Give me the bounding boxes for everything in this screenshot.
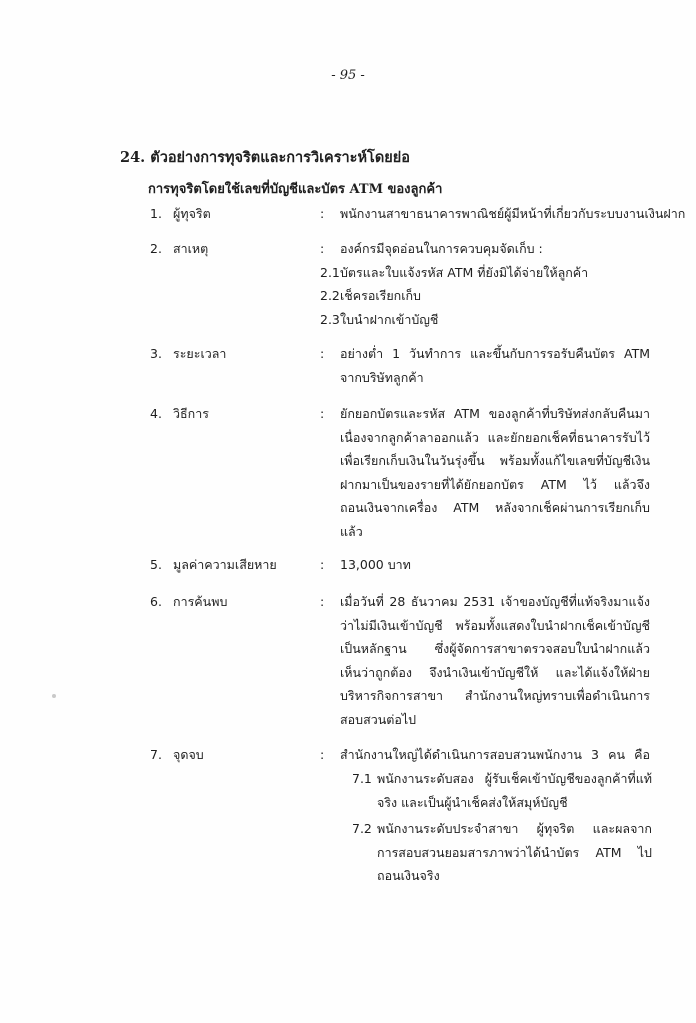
item-value [340,743,650,767]
item-number: 4. [150,406,162,421]
item-number: 3. [150,346,162,361]
subitem-line: พนักงานระดับประจำสาขา ผู้ทุจริต และผลจาก [377,821,652,836]
item-value [340,402,650,543]
scan-speck [52,694,56,698]
item-colon: : [320,557,325,572]
subitem [320,261,660,285]
section-subheading: การทุจริตโดยใช้เลขที่บัญชีและบัตร ATM ของลูกค้า [148,182,443,197]
subitem-number: 2.1 [320,264,340,280]
item-line: บริหารกิจการสาขา สำนักงานใหญ่ทราบเพื่อดำเนินการ [340,688,650,703]
item-number: 6. [150,594,162,609]
item-colon: : [320,346,325,361]
subitem [320,308,660,332]
subitem-text: บัตรและใบแจ้งรหัส ATM ที่ยังมิได้จ่ายให้ลูกค้า [340,264,589,280]
item-line: ว่าไม่มีเงินเข้าบัญชี พร้อมทั้งแสดงใบนำฝากเช็คเข้าบัญชี [340,617,650,633]
item-number: 5. [150,557,162,572]
item-label: วิธีการ [173,406,209,421]
item-value [340,202,686,226]
item-value [340,553,650,577]
item-number: 2. [150,241,162,256]
item-line: องค์กรมีจุดอ่อนในการควบคุมจัดเก็บ : [340,241,543,256]
item-line: ฝากมาเป็นของรายที่ได้ยักยอกบัตร ATM ไว้ แล้วจึง [340,476,650,492]
item-line: สอบสวนต่อไป [340,711,417,727]
item-line: ยักยอกบัตรและรหัส ATM ของลูกค้าที่บริษัทส่งกลับคืนมา [340,406,650,421]
item-number: 7. [150,747,162,762]
subitem-line: การสอบสวนยอมสารภาพว่าได้นำบัตร ATM ไป [377,844,652,860]
item-line: อย่างต่ำ 1 วันทำการ และขึ้นกับการรอรับคืนบัตร ATM [340,346,650,361]
item-line: เพื่อเรียกเก็บเงินในวันรุ่งขึ้น พร้อมทั้งแก้ไขเลขที่บัญชีเงิน [340,453,650,468]
item-line: เป็นหลักฐาน ซึ่งผู้จัดการสาขาตรวจสอบใบนำฝากแล้ว [340,641,650,656]
item-line: เมื่อวันที่ 28 ธันวาคม 2531 เจ้าของบัญชีที่แท้จริงมาแจ้ง [340,594,650,609]
item-colon: : [320,747,325,762]
subitem-body [377,817,652,888]
item-line: ถอนเงินจากเครื่อง ATM หลังจากเช็คผ่านการเรียกเก็บ [340,500,650,515]
item-colon: : [320,406,325,421]
subitem-number: 2.2 [320,288,340,303]
subitem-body [377,767,652,814]
item-label: ระยะเวลา [173,346,227,361]
page-number: - 95 - [331,68,365,83]
subitem-number: 2.3 [320,311,340,327]
item-label: สาเหตุ [173,241,209,256]
subitem-line: พนักงานระดับสอง ผู้รับเช็คเข้าบัญชีของลูกค้าที่แท้ [377,771,652,786]
subitem [320,284,660,308]
item-number: 1. [150,206,162,221]
item-label: จุดจบ [173,747,204,762]
item-line: จากบริษัทลูกค้า [340,369,424,385]
item-colon: : [320,241,325,256]
subitem-number: 7.1 [352,771,372,786]
subitem-line: จริง และเป็นผู้นำเช็คส่งให้สมุห์บัญชี [377,794,568,810]
subitem-text: เช็ครอเรียกเก็บ [340,288,421,303]
subitem-line: ถอนเงินจริง [377,868,440,883]
subitem-text: ใบนำฝากเข้าบัญชี [340,311,439,327]
item-value [340,590,650,731]
item-value [340,342,650,389]
section-heading: 24. ตัวอย่างการทุจริตและการวิเคราะห์โดยย่อ [120,149,410,166]
item-label: การค้นพบ [173,594,228,609]
item-value [340,237,650,261]
item-label: มูลค่าความเสียหาย [173,557,277,572]
item-line: เห็นว่าถูกต้อง จึงนำเงินเข้าบัญชีให้ และได้แจ้งให้ฝ่าย [340,664,650,680]
item-colon: : [320,594,325,609]
subitem-number: 7.2 [352,821,372,836]
item-colon: : [320,206,325,221]
item-line: สำนักงานใหญ่ได้ดำเนินการสอบสวนพนักงาน 3 คน คือ [340,747,650,762]
item-line: แล้ว [340,523,363,539]
item-label: ผู้ทุจริต [173,206,211,221]
item-line: 13,000 บาท [340,557,411,572]
item-line: พนักงานสาขาธนาคารพาณิชย์ผู้มีหน้าที่เกี่ยวกับระบบงานเงินฝาก [340,206,686,221]
item-line: เนื่องจากลูกค้าลาออกแล้ว และยักยอกเช็คที่ธนาคารรับไว้ [340,429,650,445]
